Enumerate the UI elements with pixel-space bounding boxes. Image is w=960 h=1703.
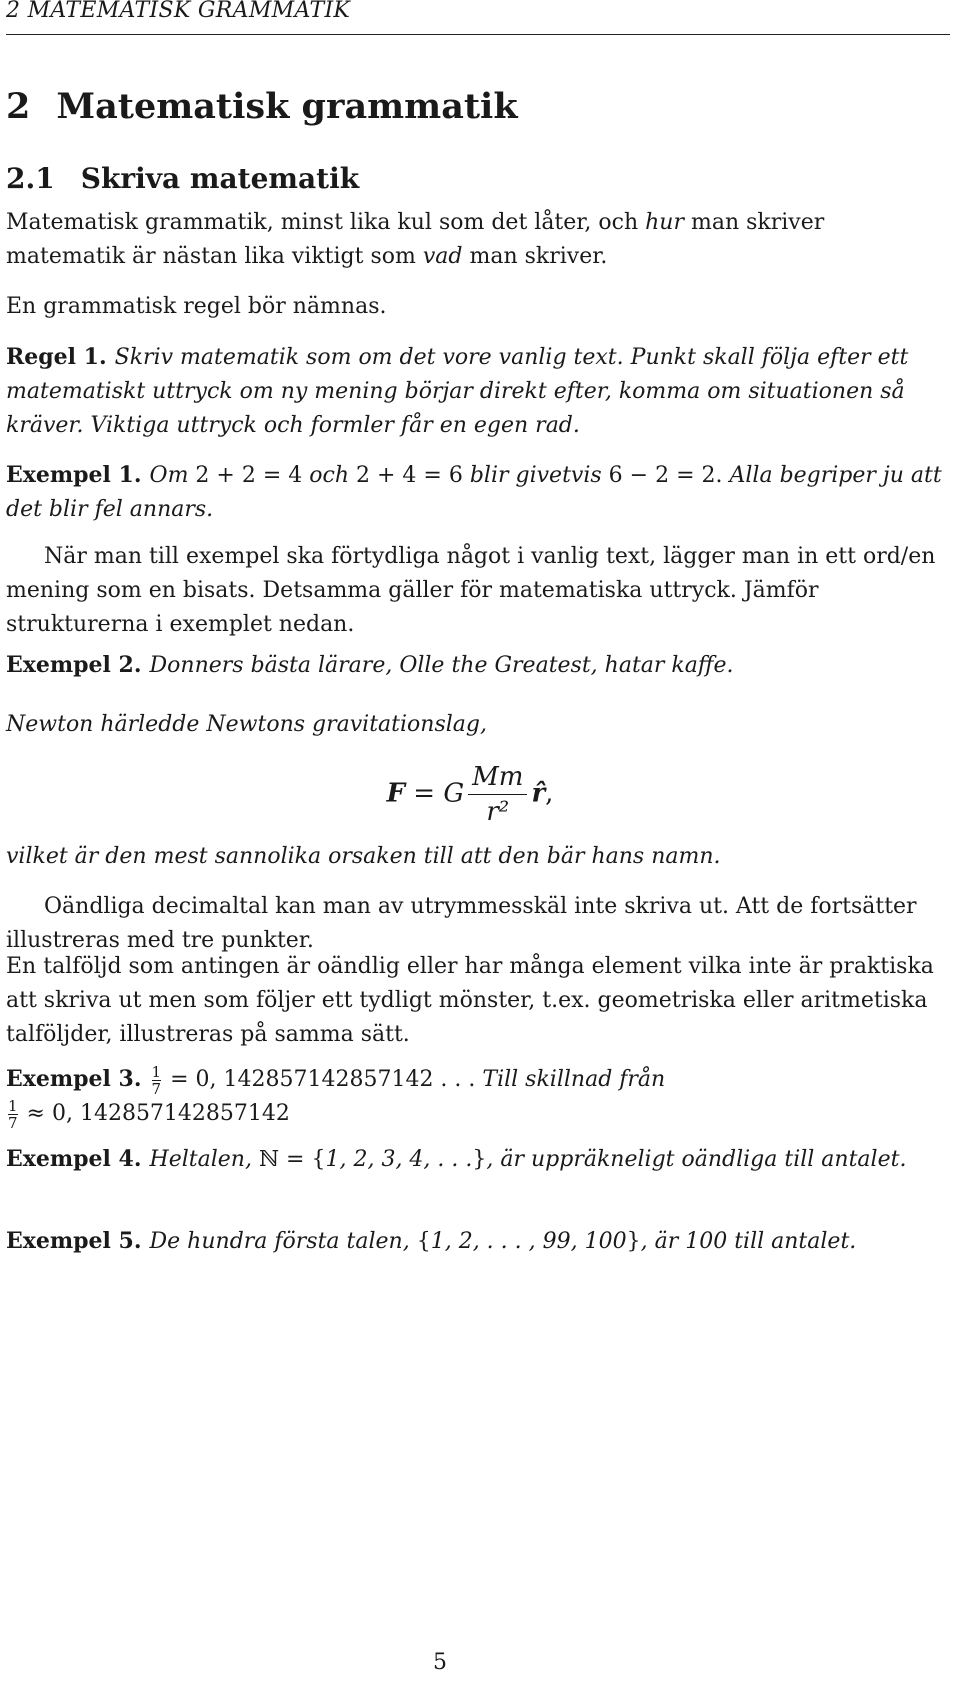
example-label: Exempel 2.	[6, 652, 142, 678]
example-1	[6, 458, 948, 527]
fraction-one-seventh	[8, 1098, 18, 1131]
example-text: , är uppräkneligt oändliga till antalet.	[486, 1147, 907, 1172]
fraction-numerator: Mm	[472, 762, 524, 792]
example-2	[6, 648, 948, 683]
subsection-number: 2.1	[6, 162, 55, 195]
paragraph-intro	[6, 206, 948, 274]
page-number: 5	[433, 1650, 447, 1675]
math-expression: }	[626, 1229, 641, 1254]
fraction-one-seventh	[152, 1064, 162, 1097]
formula-force: F	[386, 778, 406, 809]
paragraph-rule-intro: En grammatisk regel bör nämnas.	[6, 294, 387, 319]
paragraph-clauses: När man till exempel ska förtydliga något i vanlig text, lägger man in ett ord/en mening som en bisats. Detsamma gäller för matematiska uttryck. Jämför strukturerna i exemplet nedan.	[6, 544, 936, 637]
example-label: Exempel 3.	[6, 1066, 142, 1092]
formula-constant: G	[443, 778, 465, 809]
running-head: 2 MATEMATISK GRAMMATIK	[6, 0, 351, 23]
section-heading	[6, 86, 948, 127]
rule-label: Regel 1.	[6, 344, 107, 370]
fraction-denominator: 7	[151, 1079, 162, 1098]
example-text: Heltalen,	[149, 1147, 259, 1172]
fraction-numerator: 1	[8, 1096, 18, 1115]
subsection-title: Skriva matematik	[80, 162, 360, 195]
text-run: man skriver.	[462, 244, 608, 269]
example-text: De hundra första talen,	[149, 1229, 417, 1254]
formula-equals: =	[405, 778, 444, 809]
math-expression: 2 + 4 = 6	[356, 463, 463, 488]
formula-comma: ,	[545, 778, 554, 809]
subsection-heading	[6, 162, 948, 195]
fraction-denominator: 7	[8, 1113, 18, 1132]
example-label: Exempel 4.	[6, 1146, 142, 1172]
fraction-denominator: r²	[486, 797, 510, 827]
example-text: 1, 2, . . . , 99, 100	[430, 1229, 627, 1254]
example-text: blir givetvis	[462, 463, 609, 488]
math-expression: 6 − 2 = 2.	[608, 463, 723, 488]
rule-1	[6, 340, 948, 443]
paragraph-decimals: Oändliga decimaltal kan man av utrymmesskäl inte skriva ut. Att de fortsätter illustreras med tre punkter.	[6, 894, 917, 953]
example-text: Donners bästa lärare, Olle the Greatest, hatar kaffe.	[149, 653, 734, 678]
example-text: Om	[149, 463, 196, 488]
newton-intro: Newton härledde Newtons gravitationslag,	[6, 712, 487, 737]
gravitation-formula	[0, 762, 960, 842]
text-run-italic: vad	[422, 244, 463, 269]
formula-unit-vector: r̂	[531, 778, 546, 809]
example-text: , är 100 till antalet.	[640, 1229, 857, 1254]
section-number: 2	[6, 86, 31, 127]
fraction-bar	[468, 794, 527, 795]
math-expression: 2 + 2 = 4	[195, 463, 303, 488]
math-expression: ℕ = {	[258, 1147, 326, 1172]
example-4	[6, 1142, 948, 1177]
text-run: Matematisk grammatik, minst lika kul som det låter, och	[6, 210, 646, 235]
math-expression: = 0, 142857142857142 . . .	[163, 1067, 476, 1092]
header-rule	[6, 34, 950, 35]
rule-text: Skriv matematik som om det vore vanlig text. Punkt skall följa efter ett matematiskt uttryck om ny mening börjar direkt efter, komma om situationen så kräver. Viktiga uttryck och formler får en egen rad.	[6, 345, 909, 438]
newton-after: vilket är den mest sannolika orsaken till att den bär hans namn.	[6, 844, 721, 869]
example-text: 1, 2, 3, 4, . . .	[325, 1147, 473, 1172]
example-5	[6, 1224, 948, 1259]
math-expression: }	[472, 1147, 487, 1172]
formula-fraction	[468, 762, 527, 827]
text-run-italic: hur	[645, 210, 684, 235]
example-text: och	[302, 463, 356, 488]
text-run: man skriver matematik är nästan lika viktigt som	[6, 210, 825, 269]
example-label: Exempel 5.	[6, 1228, 142, 1254]
example-text: Till skillnad från	[475, 1067, 666, 1092]
section-title: Matematisk grammatik	[56, 86, 518, 127]
example-text: Alla begriper ju att det blir fel annars.	[6, 463, 942, 522]
example-label: Exempel 1.	[6, 462, 142, 488]
math-expression: {	[416, 1229, 431, 1254]
math-expression: ≈ 0, 142857142857142	[19, 1101, 290, 1126]
paragraph-sequences: En talföljd som antingen är oändlig eller har många element vilka inte är praktiska att skriva ut men som följer ett tydligt mönster, t.ex. geometriska eller aritmetiska talföljder, illustreras på samma sätt.	[6, 954, 934, 1047]
example-3	[6, 1062, 948, 1131]
fraction-numerator: 1	[151, 1062, 162, 1081]
